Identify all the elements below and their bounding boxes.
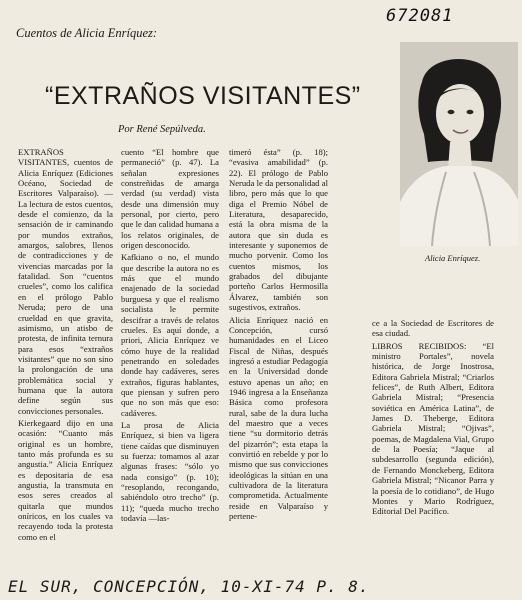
archive-stamp-number: 672081: [386, 6, 454, 26]
article-column-3: [229, 147, 328, 577]
paragraph: ce a la Sociedad de Escritores de esa ciudad.: [372, 318, 494, 339]
paragraph: LIBROS RECIBIDOS: “El ministro Portales”, novela histórica, de Jorge Inostrosa, Editora Gabriela Mistral; “Criarlos felices”, de Ruth Albert, Editora Gabriela Mistral; “Presencia soviética en América Latina”, de James D. Theberge, Editora Gabriela Mistral; “Ojivas”, poemas, de Magdalena Vial, Grupo de la Poesía; “Jaque al subdesarrollo (segunda edición), de Fernando Monckeberg, Editora Gabriela Mistral; “Nicanor Parra y la poesía de lo cotidiano”, de Hugo Montes y Mario Rodríguez, Editorial Del Pacífico.: [372, 340, 494, 517]
paragraph: La prosa de Alicia Enríquez, si bien va ligera tiene caídas que disminuyen su fuerza: tomamos al azar algunas frases: “sólo yo nada consigo” (p. 10); “resoplando, recongando, sabiéndolo otro trecho” (p. 11); “queda mucho trecho todavía —las-: [121, 419, 219, 524]
photo-caption: Alicia Enríquez.: [425, 253, 481, 263]
paragraph: cuento “El hombre que permaneció” (p. 47). La señalan expresiones constreñidas de amarga verdad (su verdad) vista desde una dimensión muy personal, por cierto, pero que le dan calidad humana a los relatos originales, de origen desconocido.: [121, 147, 219, 251]
paragraph: Kierkegaard dijo en una ocasión: “Cuanto más original es un hombre, tanto más profunda es su angustia.” Alicia Enríquez es depositaria de esa angustia, la transmuta en esos seres creados al quitarla que mundos oníricos, en los cuales va recayendo toda la protesta como en el: [18, 417, 113, 542]
paragraph: Alicia Enríquez nació en Concepción, cursó humanidades en el Liceo Fiscal de Niñas, después ingresó a estudiar Pedagogía en la Universidad donde estuvo apenas un año; en 1946 ingresa a la Enseñanza Básica como profesora rural, sabe de la dura lucha del maestro que a veces tiene “su dormitorio detrás del pizarrón”; esta etapa la convirtió en rebelde y por lo mismo que sus convicciones ideológicas la sitúan en una cultivadora de la literatura comprometida. Actualmente reside en Valparaíso y pertene-: [229, 314, 328, 522]
author-portrait-image: [400, 42, 518, 246]
handwritten-source-note: EL SUR, CONCEPCIÓN, 10-XI-74 P. 8.: [8, 577, 370, 596]
article-column-4: [372, 318, 494, 580]
article-column-2: [121, 147, 219, 577]
article-column-1: [18, 147, 113, 577]
article-title: “EXTRAÑOS VISITANTES”: [45, 82, 361, 110]
paragraph: Kafkiano o no, el mundo que describe la autora no es más que el mundo enajenado de la sociedad burguesa y que el realismo socialista le permite descifrar a través de relatos crueles. Es aquí donde, a priori, Alicia Enríquez ve cómo huye de la realidad penetrando en soledades donde hay cadáveres, seres extraños, figuras hablantes, que piensan y sufren pero que no son más que eso: cadáveres.: [121, 252, 219, 418]
section-kicker: Cuentos de Alicia Enríquez:: [16, 26, 158, 40]
author-photo: [400, 42, 518, 246]
paragraph: EXTRAÑOS VISITANTES, cuentos de Alicia Enríquez (Ediciones Océano, Sociedad de Escritores Valparaíso). — La lectura de estos cuentos, desde el comienzo, da la sensación de ir caminando por mundos extraños, amargos, salobres, llenos de contradicciones y de vivencias marcadas por la fatalidad. Son “cuentos crueles”, como los califica en el prólogo Pablo Neruda; pero de una crueldad en que gravita, asimismo, un atisbo de protesta, de infinita ternura para esos “extraños visitantes” que no son sino la prolongación de una problemática social y humana que la autora define según sus convicciones personales.: [18, 147, 113, 416]
paragraph: timeró ésta” (p. 18); “evasiva amabilidad” (p. 22). El prólogo de Pablo Neruda le da personalidad al libro, pero más que lo que diga el Premio Nóbel de Literatura, desaparecido, está la obra misma de la autora que sin duda es interesante y suponemos de mucho porvenir. Como los cuentos mismos, los grabados del dibujante porteño Carlos Hermosilla Álvarez, también son sugestivos, extraños.: [229, 147, 328, 313]
article-byline: Por René Sepúlveda.: [118, 124, 206, 135]
